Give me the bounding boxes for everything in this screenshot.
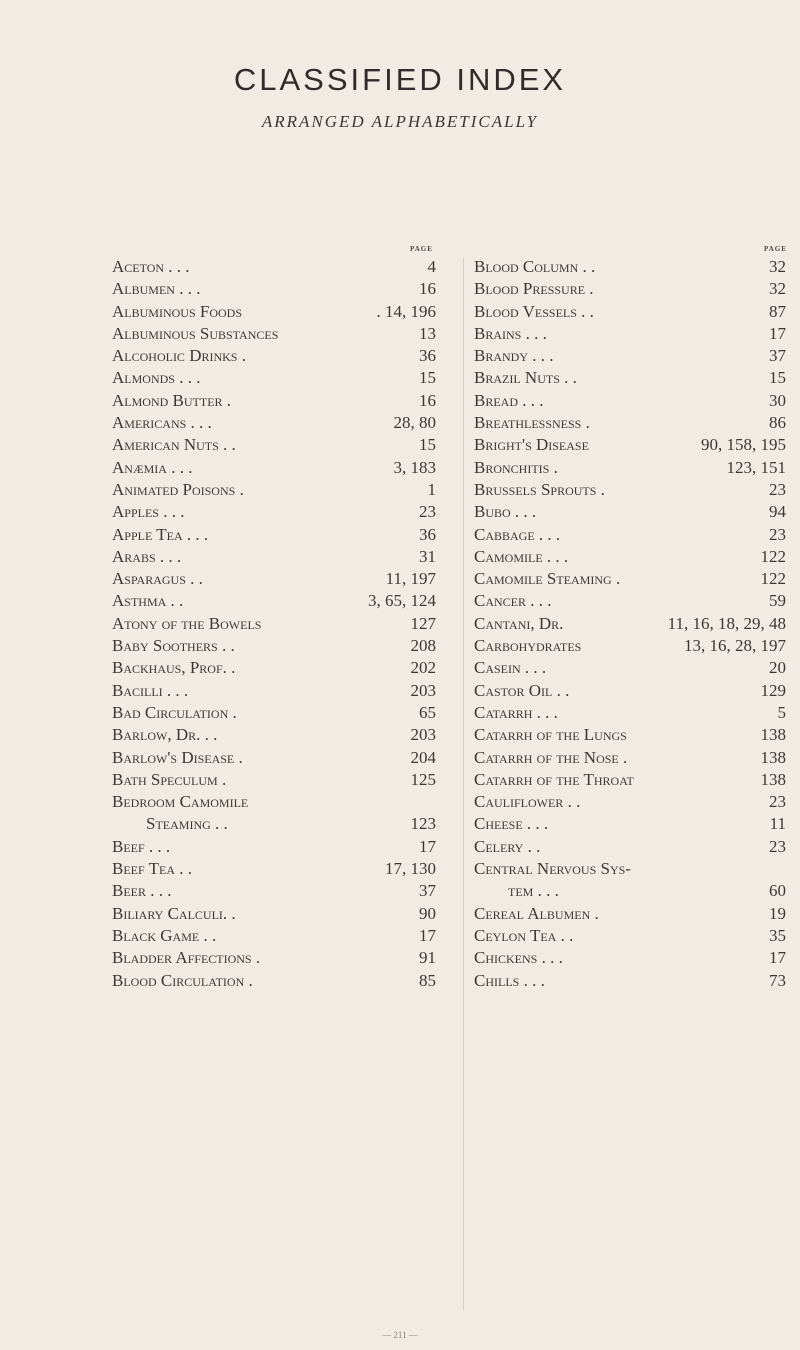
- index-entry-pages: 125: [410, 769, 436, 789]
- index-entry: [474, 880, 800, 902]
- index-entry-name: Biliary Calculi. .: [112, 903, 236, 923]
- index-entry-pages: 37: [419, 881, 436, 901]
- index-entry: [112, 323, 452, 345]
- index-entry-pages: 60: [769, 881, 786, 901]
- index-entry-pages: 122: [760, 569, 786, 589]
- index-entry: [474, 546, 800, 568]
- index-entry: [112, 301, 452, 323]
- index-entry: [112, 903, 452, 925]
- index-entry-name: Bubo . . .: [474, 502, 537, 522]
- index-entry-pages: 17: [419, 836, 436, 856]
- page-subtitle: ARRANGED ALPHABETICALLY: [261, 112, 539, 131]
- index-entry-pages: 203: [410, 725, 436, 745]
- index-entry-pages: 208: [410, 636, 436, 656]
- index-entry-pages: 35: [769, 925, 786, 945]
- index-entry-name: Atony of the Bowels: [112, 613, 262, 633]
- index-entry-pages: 20: [769, 658, 786, 678]
- index-entry-name: Backhaus, Prof. .: [112, 658, 236, 678]
- index-entry-name: Brazil Nuts . .: [474, 368, 577, 388]
- index-entry-pages: 23: [769, 836, 786, 856]
- index-entry-name: Apple Tea . . .: [112, 524, 209, 544]
- index-entry-pages: 138: [760, 747, 786, 767]
- index-entry: [474, 613, 800, 635]
- index-entry-pages: 123: [410, 814, 436, 834]
- index-entry-pages: 23: [769, 792, 786, 812]
- index-entry: [112, 747, 452, 769]
- index-entry-name: Barlow's Disease .: [112, 747, 243, 767]
- index-entry-pages: 203: [410, 680, 436, 700]
- index-entry-name: Blood Vessels . .: [474, 301, 594, 321]
- page-column-label-right: PAGE: [764, 245, 787, 253]
- index-entry-pages: 123, 151: [726, 457, 786, 477]
- index-entry: [112, 501, 452, 523]
- index-entry: [112, 345, 452, 367]
- index-entry: [112, 367, 452, 389]
- index-entry: [112, 613, 452, 635]
- index-entry-pages: 15: [419, 368, 436, 388]
- index-entry: [112, 880, 452, 902]
- index-entry-name: Asthma . .: [112, 591, 184, 611]
- index-entry-name: Americans . . .: [112, 413, 212, 433]
- index-entry-name: Blood Circulation .: [112, 970, 253, 990]
- index-entry-name: Bladder Affections .: [112, 948, 261, 968]
- index-entry-name: Bronchitis .: [474, 457, 558, 477]
- index-entry-name: Central Nervous Sys-: [474, 859, 631, 879]
- index-entry: [112, 590, 452, 612]
- index-entry-pages: 90, 158, 195: [701, 435, 786, 455]
- index-entry-name: Albumen . . .: [112, 279, 201, 299]
- index-entry: [112, 702, 452, 724]
- index-entry-name: Catarrh of the Throat: [474, 769, 634, 789]
- index-entry-pages: 28, 80: [393, 413, 436, 433]
- index-entry: [112, 524, 452, 546]
- index-entry-name: Camomile Steaming .: [474, 569, 621, 589]
- index-entry-pages: 15: [769, 368, 786, 388]
- index-entry-name: Cantani, Dr.: [474, 613, 564, 633]
- index-entry-pages: 4: [427, 257, 436, 276]
- index-entry: [112, 479, 452, 501]
- index-entry-pages: 202: [410, 658, 436, 678]
- index-entry-name: Albuminous Foods: [112, 301, 242, 321]
- index-entry-name: Ceylon Tea . .: [474, 925, 574, 945]
- index-entry: [112, 546, 452, 568]
- index-entry: [474, 747, 800, 769]
- index-entry: [112, 635, 452, 657]
- index-entry-pages: 11: [769, 814, 786, 834]
- index-entry-name: Albuminous Substances: [112, 323, 279, 343]
- index-entry: [112, 434, 452, 456]
- index-entry-pages: 13: [419, 323, 436, 343]
- index-entry: [112, 791, 452, 813]
- index-entry: [474, 769, 800, 791]
- index-entry-name: Animated Poisons .: [112, 479, 244, 499]
- index-entry-pages: 23: [769, 479, 786, 499]
- index-entry-name: Breathlessness .: [474, 413, 590, 433]
- index-entry-name: Camomile . . .: [474, 546, 569, 566]
- index-entry-name: Arabs . . .: [112, 546, 182, 566]
- index-entry-name: Bacilli . . .: [112, 680, 189, 700]
- index-entry-name: Castor Oil . .: [474, 680, 570, 700]
- index-entry-name: Catarrh . . .: [474, 702, 558, 722]
- index-entry-pages: 129: [760, 680, 786, 700]
- index-entry: [474, 925, 800, 947]
- index-entry-name: Asparagus . .: [112, 569, 203, 589]
- index-entry-name: American Nuts . .: [112, 435, 236, 455]
- index-entry-name: Bright's Disease: [474, 435, 589, 455]
- index-entry: [112, 947, 452, 969]
- index-entry-name: Alcoholic Drinks .: [112, 346, 246, 366]
- index-entry: [474, 390, 800, 412]
- index-entry: [474, 524, 800, 546]
- index-entry-pages: 204: [410, 747, 436, 767]
- index-entry-name: Celery . .: [474, 836, 541, 856]
- index-entry: [474, 323, 800, 345]
- index-entry-name: Beef Tea . .: [112, 859, 192, 879]
- index-entry: [474, 479, 800, 501]
- index-entry: [112, 657, 452, 679]
- index-entry-name: Brains . . .: [474, 323, 547, 343]
- index-entry: [112, 457, 452, 479]
- index-column-left: [112, 256, 452, 992]
- index-entry: [474, 278, 800, 300]
- index-entry: [112, 836, 452, 858]
- index-entry-pages: 5: [777, 702, 786, 722]
- index-entry-name: Carbohydrates: [474, 636, 582, 656]
- index-entry-pages: 11, 16, 18, 29, 48: [667, 613, 786, 633]
- index-entry-name: Chills . . .: [474, 970, 545, 990]
- index-entry-name: Bedroom Camomile: [112, 792, 249, 812]
- index-entry-pages: 86: [769, 413, 786, 433]
- column-divider: [463, 258, 464, 1310]
- index-entry-name: Blood Column . .: [474, 257, 596, 276]
- index-entry: [112, 925, 452, 947]
- index-entry-pages: 23: [419, 502, 436, 522]
- index-entry: [112, 813, 452, 835]
- index-entry-pages: 31: [419, 546, 436, 566]
- index-entry: [112, 256, 452, 278]
- index-entry-pages: 36: [419, 346, 436, 366]
- index-entry-name: tem . . .: [508, 881, 559, 901]
- index-entry: [474, 970, 800, 992]
- index-entry-pages: 3, 65, 124: [368, 591, 436, 611]
- index-entry-pages: 17, 130: [385, 859, 436, 879]
- index-entry-name: Catarrh of the Lungs: [474, 725, 627, 745]
- index-entry-name: Aceton . . .: [112, 257, 190, 276]
- index-entry-pages: 90: [419, 903, 436, 923]
- index-entry: [112, 390, 452, 412]
- page-title: CLASSIFIED INDEX: [233, 62, 567, 97]
- index-entry-pages: 127: [410, 613, 436, 633]
- index-entry-pages: 138: [760, 769, 786, 789]
- index-entry-name: Casein . . .: [474, 658, 547, 678]
- index-entry: [474, 858, 800, 880]
- index-entry-name: Black Game . .: [112, 925, 217, 945]
- index-entry-pages: 11, 197: [385, 569, 436, 589]
- index-entry-pages: 13, 16, 28, 197: [684, 636, 786, 656]
- index-entry-name: Steaming . .: [146, 814, 228, 834]
- index-entry-pages: 36: [419, 524, 436, 544]
- index-entry-pages: 37: [769, 346, 786, 366]
- index-entry: [474, 345, 800, 367]
- index-entry: [474, 434, 800, 456]
- index-entry: [474, 568, 800, 590]
- index-entry: [474, 657, 800, 679]
- index-entry-name: Beer . . .: [112, 881, 172, 901]
- index-entry-name: Cheese . . .: [474, 814, 549, 834]
- index-entry-pages: 19: [769, 903, 786, 923]
- index-entry-name: Chickens . . .: [474, 948, 563, 968]
- index-entry: [474, 836, 800, 858]
- index-entry: [474, 501, 800, 523]
- index-entry-pages: 16: [419, 279, 436, 299]
- index-entry-pages: 32: [769, 279, 786, 299]
- index-entry-name: Catarrh of the Nose .: [474, 747, 628, 767]
- index-entry-name: Brussels Sprouts .: [474, 479, 605, 499]
- index-entry: [474, 947, 800, 969]
- index-entry-pages: 32: [769, 257, 786, 276]
- index-entry-name: Bath Speculum .: [112, 769, 227, 789]
- index-entry-name: Almond Butter .: [112, 390, 232, 410]
- index-entry: [474, 635, 800, 657]
- index-column-right: [474, 256, 800, 992]
- index-entry-pages: 85: [419, 970, 436, 990]
- index-entry-name: Baby Soothers . .: [112, 636, 235, 656]
- index-entry-pages: 65: [419, 702, 436, 722]
- index-entry: [112, 724, 452, 746]
- index-entry-pages: 17: [419, 925, 436, 945]
- index-entry-pages: 138: [760, 725, 786, 745]
- index-entry: [474, 590, 800, 612]
- index-entry: [474, 256, 800, 278]
- index-entry-pages: 1: [427, 479, 436, 499]
- index-entry-name: Apples . . .: [112, 502, 185, 522]
- index-entry-pages: 87: [769, 301, 786, 321]
- index-entry: [474, 813, 800, 835]
- index-entry-name: Cereal Albumen .: [474, 903, 599, 923]
- index-entry: [474, 412, 800, 434]
- index-entry-pages: 122: [760, 546, 786, 566]
- index-entry: [474, 724, 800, 746]
- index-entry-pages: 16: [419, 390, 436, 410]
- index-entry-name: Cabbage . . .: [474, 524, 561, 544]
- index-entry: [112, 858, 452, 880]
- page-column-label-left: PAGE: [410, 245, 433, 253]
- index-entry-name: Bread . . .: [474, 390, 544, 410]
- index-entry: [474, 367, 800, 389]
- index-entry-name: Bad Circulation .: [112, 702, 237, 722]
- index-entry: [112, 680, 452, 702]
- page-number: — 211 —: [382, 1330, 418, 1340]
- index-entry-name: Beef . . .: [112, 836, 171, 856]
- index-entry: [474, 702, 800, 724]
- index-entry: [474, 903, 800, 925]
- index-entry: [112, 278, 452, 300]
- index-entry-pages: 17: [769, 323, 786, 343]
- index-entry: [112, 568, 452, 590]
- index-entry-pages: 23: [769, 524, 786, 544]
- index-entry: [112, 412, 452, 434]
- index-entry-name: Anæmia . . .: [112, 457, 193, 477]
- index-entry-name: Barlow, Dr. . .: [112, 725, 218, 745]
- index-entry: [112, 970, 452, 992]
- index-entry-name: Brandy . . .: [474, 346, 554, 366]
- index-entry-name: Cauliflower . .: [474, 792, 581, 812]
- index-entry-pages: 94: [769, 502, 786, 522]
- index-entry-pages: 17: [769, 948, 786, 968]
- index-entry-pages: 73: [769, 970, 786, 990]
- index-entry-name: Almonds . . .: [112, 368, 201, 388]
- index-entry-pages: 91: [419, 948, 436, 968]
- index-entry: [474, 301, 800, 323]
- index-entry-pages: 3, 183: [393, 457, 436, 477]
- index-entry: [474, 791, 800, 813]
- index-entry-pages: 59: [769, 591, 786, 611]
- index-entry: [474, 457, 800, 479]
- index-entry-name: Cancer . . .: [474, 591, 552, 611]
- index-entry: [112, 769, 452, 791]
- index-entry: [474, 680, 800, 702]
- index-entry-pages: 15: [419, 435, 436, 455]
- index-entry-name: Blood Pressure .: [474, 279, 594, 299]
- index-entry-pages: . 14, 196: [376, 301, 436, 321]
- index-entry-pages: 30: [769, 390, 786, 410]
